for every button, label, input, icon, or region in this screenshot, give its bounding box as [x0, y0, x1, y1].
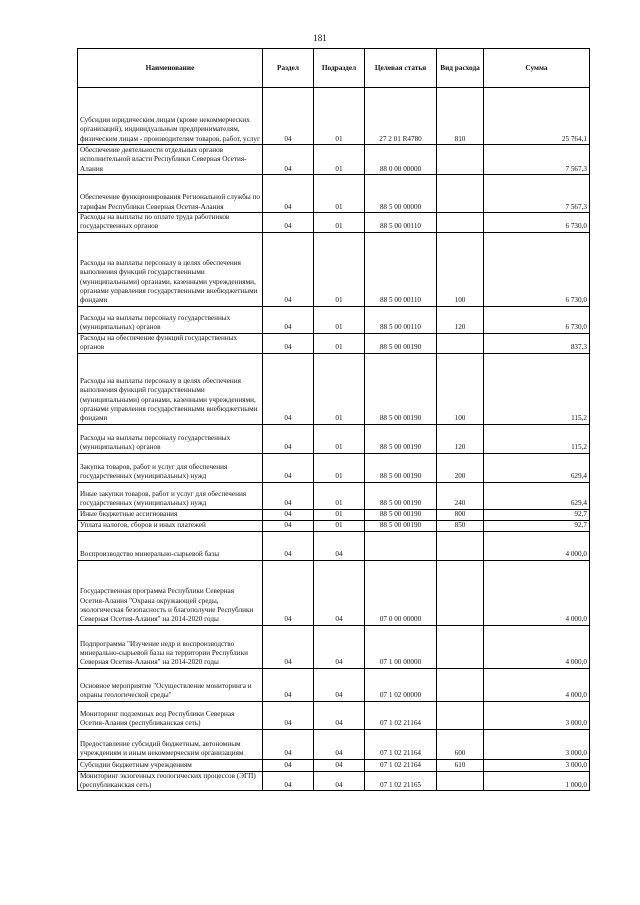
header-article: Целевая статья: [365, 49, 437, 88]
row-article: 88 5 00 00110: [365, 232, 437, 306]
row-sum: 115,2: [484, 353, 590, 424]
row-sum: 6 730,0: [484, 213, 590, 233]
row-article: 88 5 00 00190: [365, 333, 437, 353]
row-article: 07 1 02 21164: [365, 729, 437, 759]
row-expense-type: [437, 213, 484, 233]
row-sum: 3 000,0: [484, 759, 590, 771]
row-section: 04: [263, 175, 314, 213]
row-expense-type: 800: [437, 509, 484, 520]
table-row: [78, 520, 590, 531]
row-section: 04: [263, 531, 314, 560]
table-row: [78, 333, 590, 353]
table-row: [78, 453, 590, 482]
row-article: 07 1 00 00000: [365, 625, 437, 668]
row-article: 07 1 02 21165: [365, 771, 437, 791]
row-name: Основное мероприятие "Осуществление мониторинга и охраны геологической среды": [78, 668, 263, 701]
row-subsection: 04: [314, 531, 365, 560]
row-section: 04: [263, 453, 314, 482]
row-article: 88 5 00 00190: [365, 424, 437, 453]
header-subsection: Подраздел: [314, 49, 365, 88]
row-subsection: 01: [314, 424, 365, 453]
row-subsection: 01: [314, 453, 365, 482]
row-article: 88 5 00 00190: [365, 520, 437, 531]
row-name: Расходы на выплаты персоналу государственных (муниципальных) органов: [78, 306, 263, 333]
row-name: Иные бюджетные ассигнования: [78, 509, 263, 520]
row-name: Подпрограмма "Изучение недр и воспроизводство минерально-сырьевой базы на территории Республики Северная Осетия-Алания" на 2014-2020 годы: [78, 625, 263, 668]
row-sum: 115,2: [484, 424, 590, 453]
row-name: Расходы на выплаты по оплате труда работников государственных органов: [78, 213, 263, 233]
table-row: [78, 701, 590, 729]
table-row: [78, 668, 590, 701]
row-subsection: 01: [314, 353, 365, 424]
row-sum: 4 000,0: [484, 531, 590, 560]
row-expense-type: 200: [437, 453, 484, 482]
row-article: 88 5 00 00000: [365, 175, 437, 213]
row-article: 07 1 02 00000: [365, 668, 437, 701]
table-row: [78, 509, 590, 520]
row-article: 07 1 02 21164: [365, 759, 437, 771]
row-subsection: 04: [314, 625, 365, 668]
row-expense-type: [437, 668, 484, 701]
row-expense-type: 100: [437, 232, 484, 306]
row-subsection: 04: [314, 701, 365, 729]
row-sum: 25 764,1: [484, 88, 590, 145]
row-name: Расходы на обеспечение функций государственных органов: [78, 333, 263, 353]
row-section: 04: [263, 729, 314, 759]
row-expense-type: 600: [437, 729, 484, 759]
row-subsection: 01: [314, 520, 365, 531]
table-row: [78, 175, 590, 213]
row-section: 04: [263, 668, 314, 701]
row-sum: 629,4: [484, 453, 590, 482]
row-expense-type: 120: [437, 424, 484, 453]
page-number: 181: [313, 33, 327, 43]
row-section: 04: [263, 333, 314, 353]
row-sum: 7 567,3: [484, 175, 590, 213]
row-article: 88 5 00 00190: [365, 453, 437, 482]
row-section: 04: [263, 353, 314, 424]
table-row: [78, 353, 590, 424]
row-name: Субсидии бюджетным учреждениям: [78, 759, 263, 771]
row-sum: 7 567,3: [484, 145, 590, 175]
budget-table: [77, 48, 590, 791]
row-article: [365, 531, 437, 560]
row-article: 88 5 00 00110: [365, 306, 437, 333]
row-article: 88 5 00 00190: [365, 353, 437, 424]
row-name: Расходы на выплаты персоналу государственных (муниципальных) органов: [78, 424, 263, 453]
row-subsection: 01: [314, 145, 365, 175]
table-row: [78, 771, 590, 791]
row-subsection: 04: [314, 560, 365, 625]
row-sum: 6 730,0: [484, 306, 590, 333]
row-expense-type: [437, 625, 484, 668]
row-subsection: 01: [314, 213, 365, 233]
row-expense-type: 610: [437, 759, 484, 771]
table-row: [78, 531, 590, 560]
table-row: [78, 625, 590, 668]
row-name: Иные закупки товаров, работ и услуг для обеспечения государственных (муниципальных) нужд: [78, 482, 263, 509]
row-name: Закупка товаров, работ и услуг для обеспечения государственных (муниципальных) нужд: [78, 453, 263, 482]
row-section: 04: [263, 424, 314, 453]
row-expense-type: [437, 531, 484, 560]
row-name: Расходы на выплаты персоналу в целях обеспечения выполнения функций государственными (муниципальными) органами, казенными учреждениями, органами управления государственными внебюджетными фондами: [78, 232, 263, 306]
row-section: 04: [263, 509, 314, 520]
row-article: 88 5 00 00110: [365, 213, 437, 233]
row-subsection: 01: [314, 482, 365, 509]
table-row: [78, 306, 590, 333]
row-sum: 6 730,0: [484, 232, 590, 306]
table-row: [78, 424, 590, 453]
table-row: [78, 232, 590, 306]
table-row: [78, 482, 590, 509]
table-body: [78, 88, 590, 791]
row-name: Расходы на выплаты персоналу в целях обеспечения выполнения функций государственными (муниципальными) органами, казенными учреждениями, органами управления государственными внебюджетными фондами: [78, 353, 263, 424]
row-name: Предоставление субсидий бюджетным, автономным учреждениям и иным некоммерческим организациям: [78, 729, 263, 759]
header-name: Наименование: [78, 49, 263, 88]
row-sum: 3 000,0: [484, 701, 590, 729]
row-subsection: 01: [314, 509, 365, 520]
row-section: 04: [263, 560, 314, 625]
row-subsection: 01: [314, 306, 365, 333]
row-expense-type: 120: [437, 306, 484, 333]
row-name: Субсидии юридическим лицам (кроме некоммерческих организаций), индивидуальным предпринимателям, физическим лицам - производителям товаров, работ, услуг: [78, 88, 263, 145]
row-article: 88 5 00 00190: [365, 509, 437, 520]
row-expense-type: [437, 145, 484, 175]
row-subsection: 01: [314, 333, 365, 353]
row-article: 07 0 00 00000: [365, 560, 437, 625]
row-subsection: 04: [314, 668, 365, 701]
row-article: 07 1 02 21164: [365, 701, 437, 729]
row-section: 04: [263, 482, 314, 509]
header-expense-type: Вид расхода: [437, 49, 484, 88]
row-expense-type: [437, 701, 484, 729]
row-expense-type: 810: [437, 88, 484, 145]
row-article: 88 0 00 00000: [365, 145, 437, 175]
row-sum: 92,7: [484, 509, 590, 520]
table-row: [78, 560, 590, 625]
row-expense-type: 850: [437, 520, 484, 531]
row-sum: 837,3: [484, 333, 590, 353]
row-sum: 629,4: [484, 482, 590, 509]
row-name: Обеспечение функционирования Региональной службы по тарифам Республики Северная Осетия-Алания: [78, 175, 263, 213]
row-subsection: 04: [314, 759, 365, 771]
table-row: [78, 145, 590, 175]
row-sum: 3 000,0: [484, 729, 590, 759]
row-name: Мониторинг подземных вод Республики Северная Осетия-Алания (республиканская сеть): [78, 701, 263, 729]
row-section: 04: [263, 306, 314, 333]
table-row: [78, 729, 590, 759]
row-section: 04: [263, 145, 314, 175]
row-name: Государственная программа Республики Северная Осетия-Алания "Охрана окружающей среды, экологическая безопасность и благополучие Республики Северная Осетия-Алания" на 2014-2020 годы: [78, 560, 263, 625]
row-subsection: 04: [314, 729, 365, 759]
row-sum: 1 000,0: [484, 771, 590, 791]
row-section: 04: [263, 625, 314, 668]
row-expense-type: 240: [437, 482, 484, 509]
header-sum: Сумма: [484, 49, 590, 88]
row-section: 04: [263, 701, 314, 729]
row-subsection: 04: [314, 771, 365, 791]
row-expense-type: [437, 333, 484, 353]
table-row: [78, 213, 590, 233]
row-article: 27 2 01 R4780: [365, 88, 437, 145]
row-expense-type: 100: [437, 353, 484, 424]
row-section: 04: [263, 213, 314, 233]
header-section: Раздел: [263, 49, 314, 88]
row-name: Уплата налогов, сборов и иных платежей: [78, 520, 263, 531]
table-row: [78, 759, 590, 771]
row-expense-type: [437, 175, 484, 213]
row-section: 04: [263, 520, 314, 531]
row-name: Мониторинг экзогенных геологических процессов (ЭГП) (республиканская сеть): [78, 771, 263, 791]
row-section: 04: [263, 88, 314, 145]
row-subsection: 01: [314, 232, 365, 306]
row-section: 04: [263, 759, 314, 771]
row-section: 04: [263, 232, 314, 306]
row-sum: 4 000,0: [484, 668, 590, 701]
row-subsection: 01: [314, 175, 365, 213]
row-name: Воспроизводство минерально-сырьевой базы: [78, 531, 263, 560]
table-header-row: [78, 49, 590, 88]
row-sum: 4 000,0: [484, 560, 590, 625]
row-sum: 4 000,0: [484, 625, 590, 668]
row-subsection: 01: [314, 88, 365, 145]
row-expense-type: [437, 771, 484, 791]
row-section: 04: [263, 771, 314, 791]
row-article: 88 5 00 00190: [365, 482, 437, 509]
table-row: [78, 88, 590, 145]
row-sum: 92,7: [484, 520, 590, 531]
row-expense-type: [437, 560, 484, 625]
row-name: Обеспечение деятельности отдельных органов исполнительной власти Республики Северная Осетия-Алания: [78, 145, 263, 175]
